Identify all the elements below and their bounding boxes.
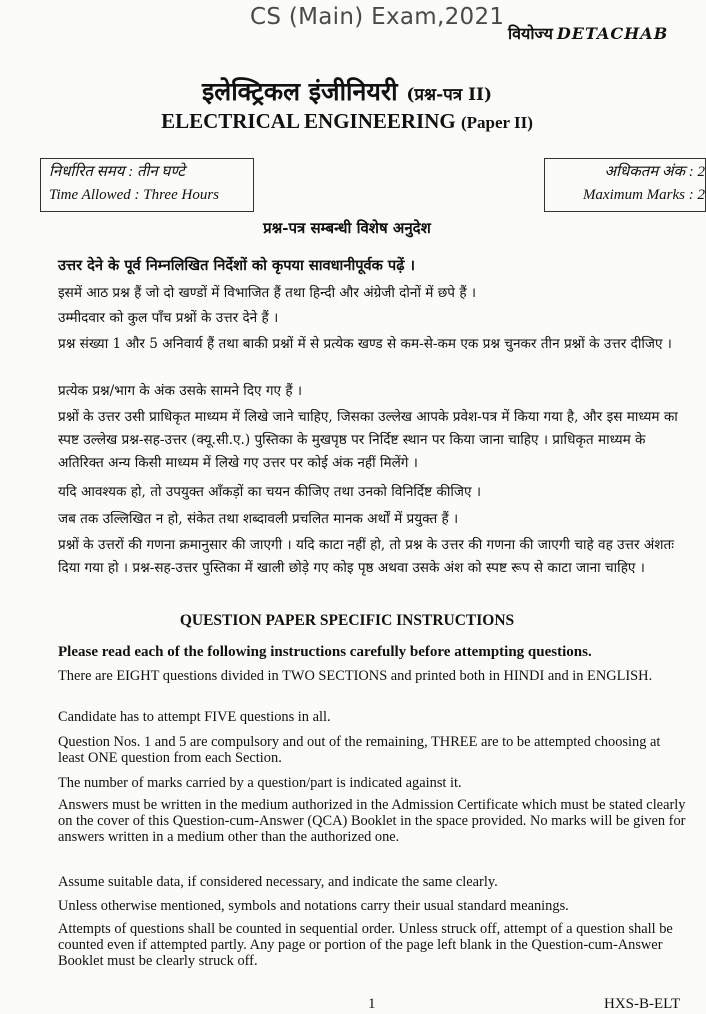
english-instructions-heading: QUESTION PAPER SPECIFIC INSTRUCTIONS	[179, 612, 515, 629]
english-instruction-4: The number of marks carried by a question/part is indicated against it.	[58, 775, 462, 791]
maximum-marks-box	[544, 158, 706, 212]
maximum-marks-hindi: अधिकतम अंक : 2	[604, 164, 705, 180]
subject-title-english	[0, 109, 694, 134]
english-instruction-3: Question Nos. 1 and 5 are compulsory and out of the remaining, THREE are to be attempted choosing at least ONE question from each Section.	[58, 734, 661, 766]
detachable-label	[508, 22, 668, 44]
hindi-instructions-lead: उत्तर देने के पूर्व निम्नलिखित निर्देशों को कृपया सावधानीपूर्वक पढ़ें ।	[58, 257, 416, 274]
english-instruction-5: Answers must be written in the medium authorized in the Admission Certificate which must be stated clearly on the cover of this Question-cum-Answer (QCA) Booklet in the space provided. No marks will be given for answers written in a medium other than the authorized one.	[58, 797, 686, 845]
hindi-instruction-6: यदि आवश्यक हो, तो उपयुक्त आँकड़ों का चयन कीजिए तथा उनको विनिर्दिष्ट कीजिए ।	[58, 484, 481, 500]
hindi-instruction-5: प्रश्नों के उत्तर उसी प्राधिकृत माध्यम में लिखे जाने चाहिए, जिसका उल्लेख आपके प्रवेश-पत्र में किया गया है, और इस माध्यम का स्पष्ट उल्लेख प्रश्न-सह-उत्तर (क्यू.सी.ए.) पुस्तिका के मुखपृष्ठ पर निर्दिष्ट स्थान पर किया जाना चाहिए । प्राधिकृत माध्यम के अतिरिक्त अन्य किसी माध्यम में लिखे गए उत्तर पर कोई अंक नहीं मिलेंगे ।	[58, 409, 678, 471]
english-instruction-7: Unless otherwise mentioned, symbols and notations carry their usual standard meanings.	[58, 898, 569, 914]
detachable-hindi: वियोज्य	[508, 24, 553, 43]
subject-name-hindi: इलेक्ट्रिकल इंजीनियरी	[201, 77, 398, 106]
paper-number-hindi: (प्रश्न-पत्र II)	[406, 85, 493, 105]
time-allowed-english: Time Allowed : Three Hours	[49, 187, 220, 203]
paper-number-english: (Paper II)	[460, 113, 533, 132]
detachable-english: DETACHAB	[556, 24, 669, 43]
hindi-instruction-2: उम्मीदवार को कुल पाँच प्रश्नों के उत्तर देने हैं ।	[58, 310, 279, 326]
time-allowed-hindi: निर्धारित समय : तीन घण्टे	[49, 164, 185, 180]
hindi-instruction-8: प्रश्नों के उत्तरों की गणना क्रमानुसार की जाएगी । यदि काटा नहीं हो, तो प्रश्न के उत्तर की गणना की जाएगी चाहे वह उत्तर अंशतः दिया गया हो । प्रश्न-सह-उत्तर पुस्तिका में खाली छोड़े गए कोइ पृष्ठ अथवा उसके अंश को स्पष्ट रूप से काटा जाना चाहिए ।	[58, 537, 674, 576]
hindi-instructions-heading: प्रश्न-पत्र सम्बन्धी विशेष अनुदेश	[263, 219, 431, 237]
english-instruction-2: Candidate has to attempt FIVE questions in all.	[58, 709, 331, 725]
paper-code: HXS-B-ELT	[604, 996, 681, 1012]
english-instructions-lead: Please read each of the following instructions carefully before attempting questions.	[58, 644, 592, 660]
subject-name-english: ELECTRICAL ENGINEERING	[161, 109, 456, 133]
hindi-instruction-1: इसमें आठ प्रश्न हैं जो दो खण्डों में विभाजित हैं तथा हिन्दी और अंग्रेजी दोनों में छपे हैं ।	[58, 285, 477, 301]
hindi-instruction-7: जब तक उल्लिखित न हो, संकेत तथा शब्दावली प्रचलित मानक अर्थों में प्रयुक्त हैं ।	[58, 511, 459, 527]
page-number: 1	[368, 996, 376, 1012]
hindi-instruction-4: प्रत्येक प्रश्न/भाग के अंक उसके सामने दिए गए हैं ।	[58, 383, 303, 399]
time-allowed-box	[40, 158, 254, 212]
subject-title-hindi	[0, 74, 694, 108]
maximum-marks-english: Maximum Marks : 2	[582, 187, 705, 203]
hindi-instruction-3: प्रश्न संख्या 1 और 5 अनिवार्य हैं तथा बाकी प्रश्नों में से प्रत्येक खण्ड से कम-से-कम एक प्रश्न चुनकर तीन प्रश्नों के उत्तर दीजिए ।	[58, 336, 672, 352]
english-instruction-8: Attempts of questions shall be counted in sequential order. Unless struck off, attempt of a question shall be counted even if attempted partly. Any page or portion of the page left blank in the Question-cum-Answer Booklet must be clearly struck off.	[58, 921, 673, 969]
english-instruction-1: There are EIGHT questions divided in TWO SECTIONS and printed both in HINDI and in ENGLISH.	[58, 668, 653, 684]
exam-title: CS (Main) Exam,2021	[250, 4, 505, 30]
english-instruction-6: Assume suitable data, if considered necessary, and indicate the same clearly.	[58, 874, 498, 890]
